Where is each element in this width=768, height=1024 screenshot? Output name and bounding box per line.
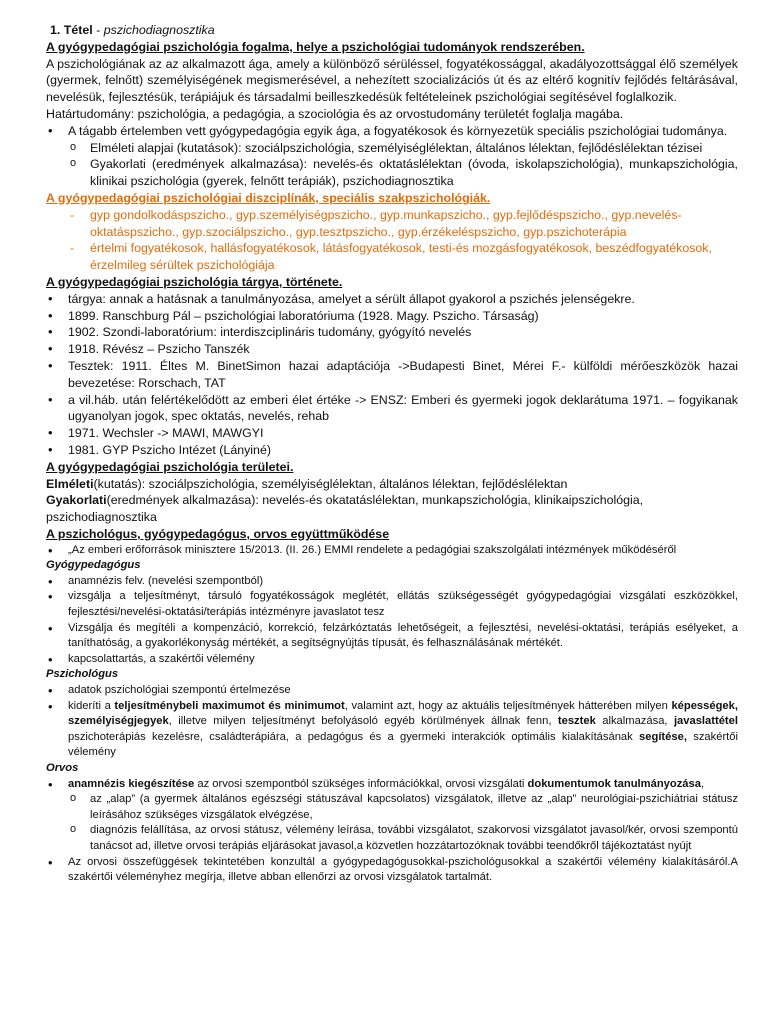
list-item: - gyp gondolkodáspszicho., gyp.személyiségpszicho., gyp.munkapszicho., gyp.fejlődéspszicho., gyp.nevelés-oktatáspszicho., gyp.szociálpszicho., gyp.tesztpszicho., gyp.érzékeléspszicho, gyp.pszichoterápia	[68, 207, 738, 241]
list-item: • „Az emberi erőforrások minisztere 15/2013. (II. 26.) EMMI rendelete a pedagógiai szakszolgálati intézmények működéséről	[46, 543, 738, 559]
bold-run: anamnézis kiegészítése	[68, 777, 195, 790]
list-item: • Vizsgálja és megítéli a kompenzáció, korrekció, felzárkóztatás lehetőségeit, a fejlesztési, nevelési-oktatási, terápiás esélyeket, a taníthatóság, a gyakorlékonyság mértékét, a segítségnyújtás típusát, és felhasználásának mértékét.	[46, 621, 738, 652]
list-item: • tárgya: annak a hatásnak a tanulmányozása, amelyet a sérült állapot gyakorol a pszichés jelenségekre.	[46, 291, 738, 308]
text-run: pszichoterápiás kezelésre, családterápiára, a pedagógus és a gyermeki interakciók optimális kialakításának	[68, 730, 640, 743]
list-item: • Az orvosi összefüggések tekintetében konzultál a gyógypedagógusokkal-pszichológusokkal a szakértői vélemény kialakításáról.A szakértői véleményhez megírja, illetve abban ellenőrzi az orvosi vizsgálatok tartalmát.	[46, 855, 738, 886]
bold-run: dokumentumok tanulmányozása	[527, 777, 701, 790]
history-list	[46, 291, 738, 459]
list-item: • a vil.háb. után felértékelődött az emberi élet értéke -> ENSZ: Emberi és gyermeki jogok deklarátuma 1971. – fogyikanak ugyanolyan jogok, spec oktatás, nevelés, rehab	[46, 392, 738, 426]
title-separator: -	[92, 23, 104, 37]
text-run: szakértői vélemény	[68, 730, 738, 759]
section-heading-disciplines: A gyógypedagógiai pszichológiai diszciplínák, speciális szakpszichológiák.	[46, 190, 491, 205]
section-heading-areas: A gyógypedagógiai pszichológia területei.	[46, 459, 294, 474]
areas-theoretical-text: (kutatás): szociálpszichológia, személyiséglélektan, általános lélektan, fejlődéslélektan	[93, 476, 568, 491]
list-item: - értelmi fogyatékosok, hallásfogyatékosok, látásfogyatékosok, testi-és mozgásfogyatékosok, beszédfogyatékosok, érzelmileg sérültek pszichológiája	[68, 240, 738, 274]
text-run: ,	[700, 777, 705, 790]
section-heading-history: A gyógypedagógiai pszichológia tárgya, története.	[46, 274, 343, 289]
areas-theoretical	[46, 476, 738, 493]
list-item	[46, 699, 738, 761]
list-item: • A tágabb értelemben vett gyógypedagógia egyik ága, a fogyatékosok és környezetük speciális pszichológiai tudománya.	[46, 123, 738, 140]
role-title-doctor: Orvos	[46, 762, 79, 775]
interdisciplinary-paragraph: Határtudomány: pszichológia, a pedagógia, a szociológia és az orvostudomány területét foglalja magába.	[46, 106, 624, 121]
text-run: , illetve milyen teljesítményt befolyásoló egyéb körülmények állnak fenn,	[168, 715, 558, 728]
areas-practical-text: (eredmények alkalmazása): nevelés-és okatatáslélektan, munkapszichológia, klinikaipszichológia, pszichodiagnosztika	[46, 493, 644, 525]
title-number: 1.	[50, 23, 61, 37]
areas-theoretical-label: Elméleti	[46, 476, 94, 491]
areas-practical	[46, 492, 738, 526]
text-run: az orvosi szempontból szükséges információkkal, orvosi vizsgálati	[194, 777, 528, 790]
text-run: , valamint azt, hogy az aktuális teljesítmények hátterében milyen	[344, 699, 672, 712]
list-item: • 1918. Révész – Pszicho Tanszék	[46, 341, 738, 358]
list-item: o Gyakorlati (eredmények alkalmazása): nevelés-és oktatáslélektan (óvoda, iskolapszichológia), munkapszichológia, klinikai pszichológia (gyerek, felnőtt terápiák), pszichodiagnosztika	[68, 156, 738, 190]
definition-paragraph: A pszichológiának az az alkalmazott ága, amely a különböző sérüléssel, fogyatékossággal, akadályozottsággal élő személyek (gyermek, felnőtt) személyiségének megismerésével, a nehezített szocializációs út és az eltérő kognitív fejlődés feltárásával, nevelésük, fejlesztésük, terápiájuk és társadalmi beilleszkedésük feltételeinek pszichológiai segítésével foglalkozik.	[46, 56, 738, 105]
title-subject: pszichodiagnosztika	[103, 23, 215, 37]
bold-run: segítése,	[639, 730, 687, 743]
list-item: • 1899. Ranschburg Pál – pszichológiai laboratóriuma (1928. Magy. Pszicho. Társaság)	[46, 308, 738, 325]
bold-run: teljesítménybeli maximumot és minimumot	[114, 699, 345, 712]
document-body	[46, 22, 738, 886]
definition-sublist	[46, 140, 738, 190]
doctor-consult-list	[46, 855, 738, 886]
bold-run: tesztek	[557, 715, 596, 728]
role-title-special-educator: Gyógypedagógus	[46, 559, 141, 572]
bold-run: javaslattétel	[673, 715, 738, 728]
text-run: kideríti a	[68, 699, 115, 712]
list-item: o az „alap” (a gyermek általános egészségi státuszával kapcsolatos) vizsgálatok, illetve az „alap” neurológiai-pszichiátriai státusz leírásához szükséges vizsgálatok elvégzése,	[68, 792, 738, 823]
list-item: o diagnózis felállítása, az orvosi státusz, vélemény leírása, további vizsgálatot, szakorvosi vizsgálatot javasol/kér, orvosi szempontú tanácsot ad, illetve orvosi terápiás eljárásokat javasol,a közvetlen hozzátartozóknak további teendőkről tájékoztatást nyújt	[68, 823, 738, 854]
doctor-list	[46, 777, 738, 793]
list-item: • kapcsolattartás, a szakértői vélemény	[46, 652, 738, 668]
list-item: • 1981. GYP Pszicho Intézet (Lányiné)	[46, 442, 738, 459]
list-item: • 1902. Szondi-laboratórium: interdiszciplináris tudomány, gyógyító nevelés	[46, 324, 738, 341]
list-item: • anamnézis felv. (nevelési szempontból)	[46, 574, 738, 590]
role-title-psychologist: Pszichológus	[46, 668, 119, 681]
page-title	[46, 22, 738, 39]
psychologist-list	[46, 683, 738, 761]
areas-practical-label: Gyakorlati	[46, 493, 107, 508]
text-run: alkalmazása,	[595, 715, 674, 728]
list-item: • vizsgálja a teljesítményt, társuló fogyatékosságok meglétét, ellátás szükségességét gyógypedagógiai vizsgálati eszközökkel, fejlesztési/nevelési-oktatási/terápiás intézményre javaslatot tesz	[46, 589, 738, 620]
section-heading-definition: A gyógypedagógiai pszichológia fogalma, helye a pszichológiai tudományok rendszerében.	[46, 39, 585, 54]
definition-list	[46, 123, 738, 140]
list-item: • Tesztek: 1911. Éltes M. BinetSimon hazai adaptációja ->Budapesti Binet, Mérei F.- külföldi mérőeszközök hazai bevezetése: Rorschach, TAT	[46, 358, 738, 392]
special-educator-list	[46, 574, 738, 668]
section-heading-cooperation: A pszichológus, gyógypedagógus, orvos együttműködése	[46, 526, 390, 541]
list-item: • adatok pszichológiai szempontú értelmezése	[46, 683, 738, 699]
list-item: o Elméleti alapjai (kutatások): szociálpszichológia, személyiséglélektan, általános lélektan, fejlődéslélektan tézisei	[68, 140, 738, 157]
doctor-sublist	[46, 792, 738, 854]
disciplines-list	[46, 207, 738, 274]
title-label: Tétel	[63, 23, 93, 37]
bold-run: képességek, személyiségjegyek	[68, 699, 738, 728]
list-item	[46, 777, 738, 793]
list-item: • 1971. Wechsler -> MAWI, MAWGYI	[46, 425, 738, 442]
law-list	[46, 543, 738, 559]
